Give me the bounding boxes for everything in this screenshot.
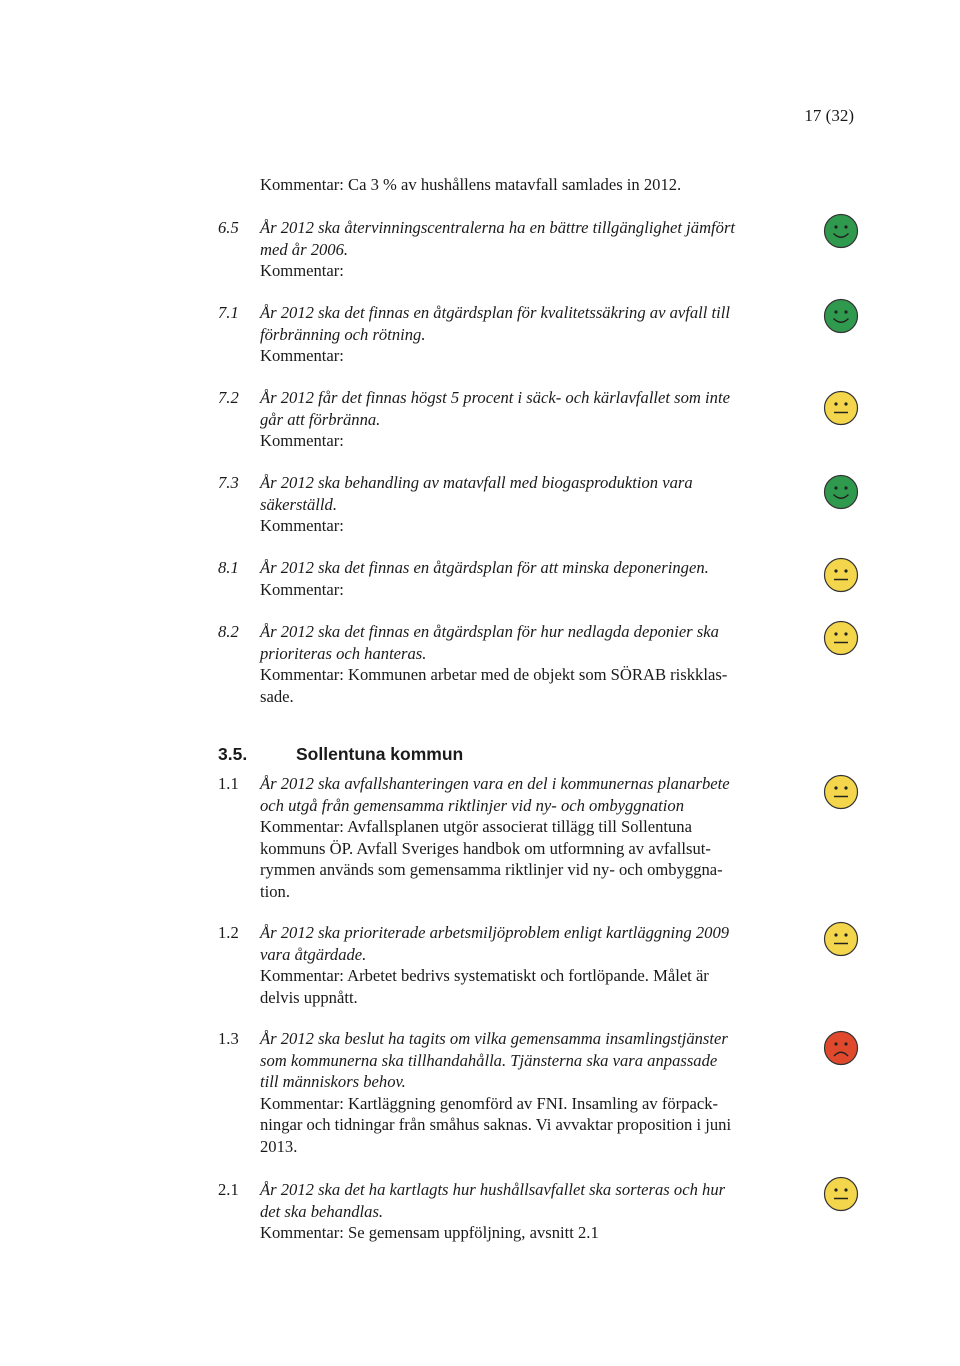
- goal-number: 2.1: [218, 1180, 239, 1199]
- status-smiley-icon: [822, 1029, 860, 1067]
- goal-number: 8.1: [218, 558, 239, 577]
- status-smiley-icon: [822, 920, 860, 958]
- goal-number: 1.2: [218, 923, 239, 942]
- goal-text: År 2012 ska det finnas en åtgärdsplan för att minska deponeringen.: [260, 558, 709, 577]
- goal-number: 8.2: [218, 622, 239, 641]
- goal-item: [218, 1179, 808, 1244]
- goal-item: [218, 472, 808, 537]
- status-smiley-icon: [822, 473, 860, 511]
- goal-item: [218, 621, 808, 707]
- status-smiley-icon: [822, 773, 860, 811]
- status-smiley-icon: [822, 297, 860, 335]
- goal-text: År 2012 ska det finnas en åtgärdsplan för hur nedlagda deponier ska prioriteras och hanteras.: [260, 622, 719, 663]
- goal-text: År 2012 ska det finnas en åtgärdsplan för kvalitetssäkring av avfall till förbränning och rötning.: [260, 303, 730, 344]
- goal-comment: Kommentar: Kartläggning genomförd av FNI. Insamling av förpack- ningar och tidningar från småhus saknas. Vi avvaktar proposition i juni 2013.: [260, 1093, 732, 1156]
- goal-comment: Kommentar: Kommunen arbetar med de objekt som SÖRAB riskklas- sade.: [260, 665, 728, 706]
- goal-number: 7.3: [218, 473, 239, 492]
- status-smiley-icon: [822, 1175, 860, 1213]
- goal-number: 7.2: [218, 388, 239, 407]
- section-number: 3.5.: [218, 744, 248, 764]
- goal-comment: Kommentar: Arbetet bedrivs systematiskt och fortlöpande. Målet är delvis uppnått.: [260, 966, 709, 1007]
- goal-comment: Kommentar:: [260, 516, 344, 535]
- goal-item: [218, 557, 808, 600]
- section-title: Sollentuna kommun: [296, 744, 464, 764]
- intro-comment: [218, 174, 808, 196]
- goal-item: [218, 217, 808, 282]
- goal-comment: Kommentar:: [260, 431, 344, 450]
- goal-item: [218, 302, 808, 367]
- goal-comment: Kommentar: Se gemensam uppföljning, avsnitt 2.1: [260, 1223, 599, 1242]
- goal-number: 6.5: [218, 218, 239, 237]
- goal-comment: Kommentar:: [260, 261, 344, 280]
- goal-item: [218, 922, 808, 1008]
- goal-text: År 2012 får det finnas högst 5 procent i säck- och kärlavfallet som inte går att förbränna.: [260, 388, 730, 429]
- section-heading: [218, 744, 463, 765]
- goal-comment: Kommentar:: [260, 346, 344, 365]
- goal-text: År 2012 ska behandling av matavfall med biogasproduktion vara säkerställd.: [260, 473, 693, 514]
- goal-number: 1.1: [218, 774, 239, 793]
- goal-number: 7.1: [218, 303, 239, 322]
- goal-text: År 2012 ska beslut ha tagits om vilka gemensamma insamlingstjänster som kommunerna ska tillhandahålla. Tjänsterna ska vara anpassade till människors behov.: [260, 1029, 728, 1091]
- goal-item: [218, 387, 808, 452]
- goal-comment: Kommentar: Avfallsplanen utgör associerat tillägg till Sollentuna kommuns ÖP. Avfall Sveriges handbok om utformning av avfallsut- rymmen används som gemensamma riktlinjer vid ny- och ombyggna- tion.: [260, 817, 723, 901]
- goal-item: [218, 1028, 808, 1157]
- status-smiley-icon: [822, 212, 860, 250]
- goal-number: 1.3: [218, 1029, 239, 1048]
- goal-text: År 2012 ska avfallshanteringen vara en del i kommunernas planarbete och utgå från gemensamma riktlinjer vid ny- och ombyggnation: [260, 774, 730, 815]
- status-smiley-icon: [822, 619, 860, 657]
- goal-text: År 2012 ska återvinningscentralerna ha en bättre tillgänglighet jämfört med år 2006.: [260, 218, 736, 259]
- goal-text: År 2012 ska det ha kartlagts hur hushållsavfallet ska sorteras och hur det ska behandlas.: [260, 1180, 726, 1221]
- goal-comment: Kommentar:: [260, 579, 344, 599]
- page-number: 17 (32): [804, 106, 854, 125]
- status-smiley-icon: [822, 389, 860, 427]
- intro-comment-text: Kommentar: Ca 3 % av hushållens matavfall samlades in 2012.: [260, 175, 682, 194]
- status-smiley-icon: [822, 556, 860, 594]
- goal-item: [218, 773, 808, 902]
- goal-text: År 2012 ska prioriterade arbetsmiljöproblem enligt kartläggning 2009 vara åtgärdade.: [260, 923, 730, 964]
